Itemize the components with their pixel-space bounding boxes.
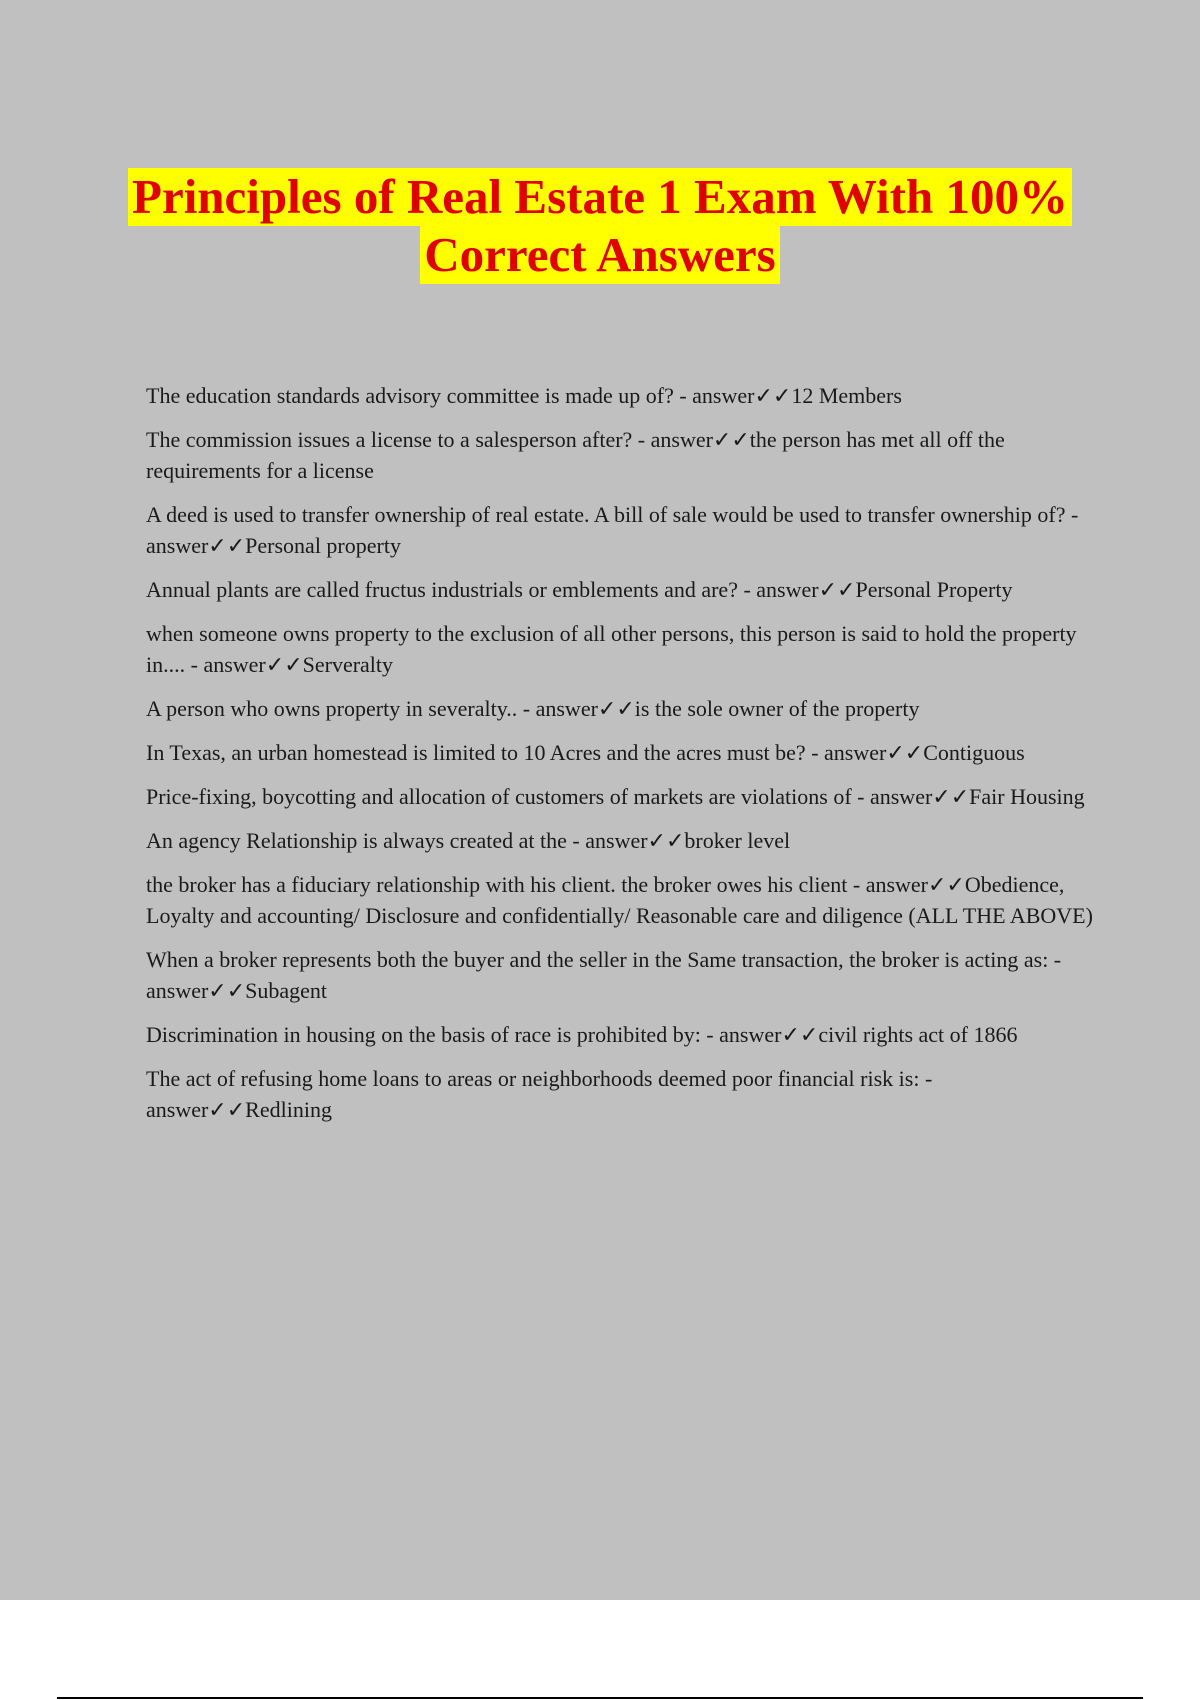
question-text: the broker has a fiduciary relationship with his client. the broker owes his client - xyxy=(146,872,866,897)
question-text: when someone owns property to the exclusion of all other persons, this person is said to hold the property in.... - xyxy=(146,621,1077,677)
answer-text: Personal Property xyxy=(855,577,1013,602)
answer-text: is the sole owner of the property xyxy=(634,696,920,721)
answer-text: Subagent xyxy=(245,978,328,1003)
question-text: Annual plants are called fructus industrials or emblements and are? - xyxy=(146,577,757,602)
question-text: When a broker represents both the buyer and the seller in the Same transaction, the broker is acting as: - xyxy=(146,947,1062,972)
title-line-1: Principles of Real Estate 1 Exam With 100% xyxy=(128,168,1072,226)
answer-marker: answer✓✓ xyxy=(146,978,246,1003)
answer-text: Fair Housing xyxy=(969,784,1085,809)
qa-item xyxy=(146,944,1096,1006)
qa-item xyxy=(146,618,1096,680)
answer-marker: answer✓✓ xyxy=(650,427,750,452)
answer-marker: answer✓✓ xyxy=(585,828,685,853)
answer-marker: answer✓✓ xyxy=(692,383,792,408)
answer-marker: answer✓✓ xyxy=(535,696,635,721)
answer-text: Contiguous xyxy=(923,740,1025,765)
qa-list xyxy=(146,380,1096,1138)
question-text: Price-fixing, boycotting and allocation of customers of markets are violations of - xyxy=(146,784,870,809)
answer-text: Serveralty xyxy=(302,652,394,677)
answer-marker: answer✓✓ xyxy=(203,652,303,677)
qa-item xyxy=(146,825,1096,856)
answer-text: civil rights act of 1866 xyxy=(818,1022,1018,1047)
answer-marker: answer✓✓ xyxy=(146,1097,246,1122)
answer-marker: answer✓✓ xyxy=(824,740,924,765)
answer-text: Obedience, Loyalty and accounting/ Disclosure and confidentially/ Reasonable care and diligence (ALL THE ABOVE) xyxy=(146,872,1093,928)
answer-text: Redlining xyxy=(245,1097,332,1122)
title-line-2: Correct Answers xyxy=(420,226,780,284)
qa-item xyxy=(146,869,1096,931)
answer-marker: answer✓✓ xyxy=(146,533,246,558)
qa-item xyxy=(146,1019,1096,1050)
answer-marker: answer✓✓ xyxy=(865,872,965,897)
question-text: Discrimination in housing on the basis of race is prohibited by: - xyxy=(146,1022,720,1047)
answer-text: the person has met all off the requirements for a license xyxy=(146,427,1005,483)
question-text: A person who owns property in severalty.. - xyxy=(146,696,536,721)
footer-divider xyxy=(57,1697,1143,1699)
answer-text: broker level xyxy=(684,828,791,853)
answer-marker: answer✓✓ xyxy=(756,577,856,602)
answer-marker: answer✓✓ xyxy=(869,784,970,809)
qa-item xyxy=(146,1063,1096,1125)
answer-marker: answer✓✓ xyxy=(719,1022,819,1047)
question-text: An agency Relationship is always created at the - xyxy=(146,828,586,853)
question-text: The act of refusing home loans to areas or neighborhoods deemed poor financial risk is: - xyxy=(146,1066,933,1091)
qa-item xyxy=(146,424,1096,486)
qa-item xyxy=(146,693,1096,724)
qa-item xyxy=(146,737,1096,768)
answer-text: 12 Members xyxy=(791,383,902,408)
question-text: The education standards advisory committee is made up of? - xyxy=(146,383,693,408)
question-text: A deed is used to transfer ownership of real estate. A bill of sale would be used to transfer ownership of? - xyxy=(146,502,1079,527)
answer-text: Personal property xyxy=(245,533,401,558)
document-title xyxy=(0,168,1200,284)
question-text: The commission issues a license to a salesperson after? - xyxy=(146,427,651,452)
qa-item xyxy=(146,499,1096,561)
question-text: In Texas, an urban homestead is limited to 10 Acres and the acres must be? - xyxy=(146,740,825,765)
qa-item xyxy=(146,380,1096,411)
qa-item xyxy=(146,574,1096,605)
qa-item xyxy=(146,781,1096,812)
